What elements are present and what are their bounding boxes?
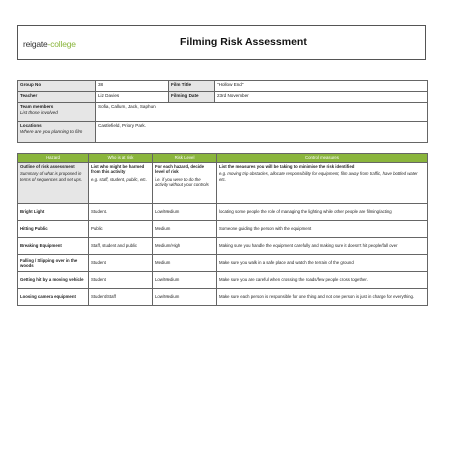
group-value: 38 [96,81,169,92]
table-row [18,289,428,306]
who-cell: Student [89,255,153,272]
logo-dash: - [47,39,51,49]
table-row [18,255,428,272]
team-label: Team members [20,104,54,109]
filming-date-value: 23rd November [215,92,428,103]
filming-date-label: Filming Date [169,92,215,103]
control-cell: Someone guiding the person with the equipment [217,221,428,238]
table-row [18,272,428,289]
hazard-cell: Loosing camera equipment [18,289,89,306]
locations-value: Castlefield, Priory Park. [96,122,428,143]
who-cell: Staff, student and public [89,238,153,255]
control-cell: Make sure each person is responsible for one thing and not one person is just in charge for everything. [217,289,428,306]
control-cell: Making sure you handle the equipment carefully and making sure it doesn't hit people/fall over [217,238,428,255]
who-cell: Student [89,272,153,289]
level-cell: Low/Medium [153,272,217,289]
level-cell: Medium/High [153,238,217,255]
col-who: Who is at risk [89,154,153,163]
team-sub: List those involved [20,109,58,115]
level-cell: Medium [153,221,217,238]
sub-control: List the measures you will be taking to minimise the risk identified e.g. moving trip obstacles, allocate responsibility for equipment, film away from traffic, have bottled water etc. [217,163,428,204]
locations-label: Locations [20,123,42,128]
team-value: Sofia, Callum, Jack, Saphun [96,103,428,122]
film-title-label: Film Title [169,81,215,92]
sub-who: List who might be harmed from this activity e.g. staff, student, public, etc. [89,163,153,204]
table-row [18,204,428,221]
level-cell: Low/Medium [153,289,217,306]
sub-hazard: Outline of risk assessment Summary of what is proposed in terms of sequences and set ups. [18,163,89,204]
who-cell: Student. [89,204,153,221]
hazard-cell: Bright Light [18,204,89,221]
teacher-value: Liz Davies [96,92,169,103]
col-hazard: Hazard [18,154,89,163]
locations-label-cell [18,122,96,143]
col-level: Risk Level [153,154,217,163]
table-row [18,221,428,238]
table-row [18,238,428,255]
control-cell: Make sure you walk in a safe place and watch the terrain of the ground [217,255,428,272]
page-title: Filming Risk Assessment [180,36,307,48]
header-box [17,25,426,60]
col-control: Control measures [217,154,428,163]
hazard-cell: Hitting Public [18,221,89,238]
hazard-cell: Getting hit by a moving vehicle [18,272,89,289]
control-cell: locating some people the role of managing the lighting while other people are filming/acting [217,204,428,221]
level-cell: Low/Medium [153,204,217,221]
college-logo: reigate-college [23,39,76,49]
film-title-value: "Hollow End" [215,81,428,92]
hazard-cell: Breaking Equipment [18,238,89,255]
control-cell: Make sure you are careful when crossing the roads/few people cross together. [217,272,428,289]
risk-table [17,153,428,306]
info-table [17,80,428,143]
teacher-label: Teacher [18,92,96,103]
locations-sub: Where are you planning to film [20,128,83,134]
group-label: Group No [18,81,96,92]
team-label-cell [18,103,96,122]
hazard-cell: Falling / Slipping over in the woods [18,255,89,272]
who-cell: Public [89,221,153,238]
sub-level: For each hazard, decide level of risk i.e. if you were to do the activity without your controls [153,163,217,204]
level-cell: Medium [153,255,217,272]
who-cell: Student/Staff [89,289,153,306]
